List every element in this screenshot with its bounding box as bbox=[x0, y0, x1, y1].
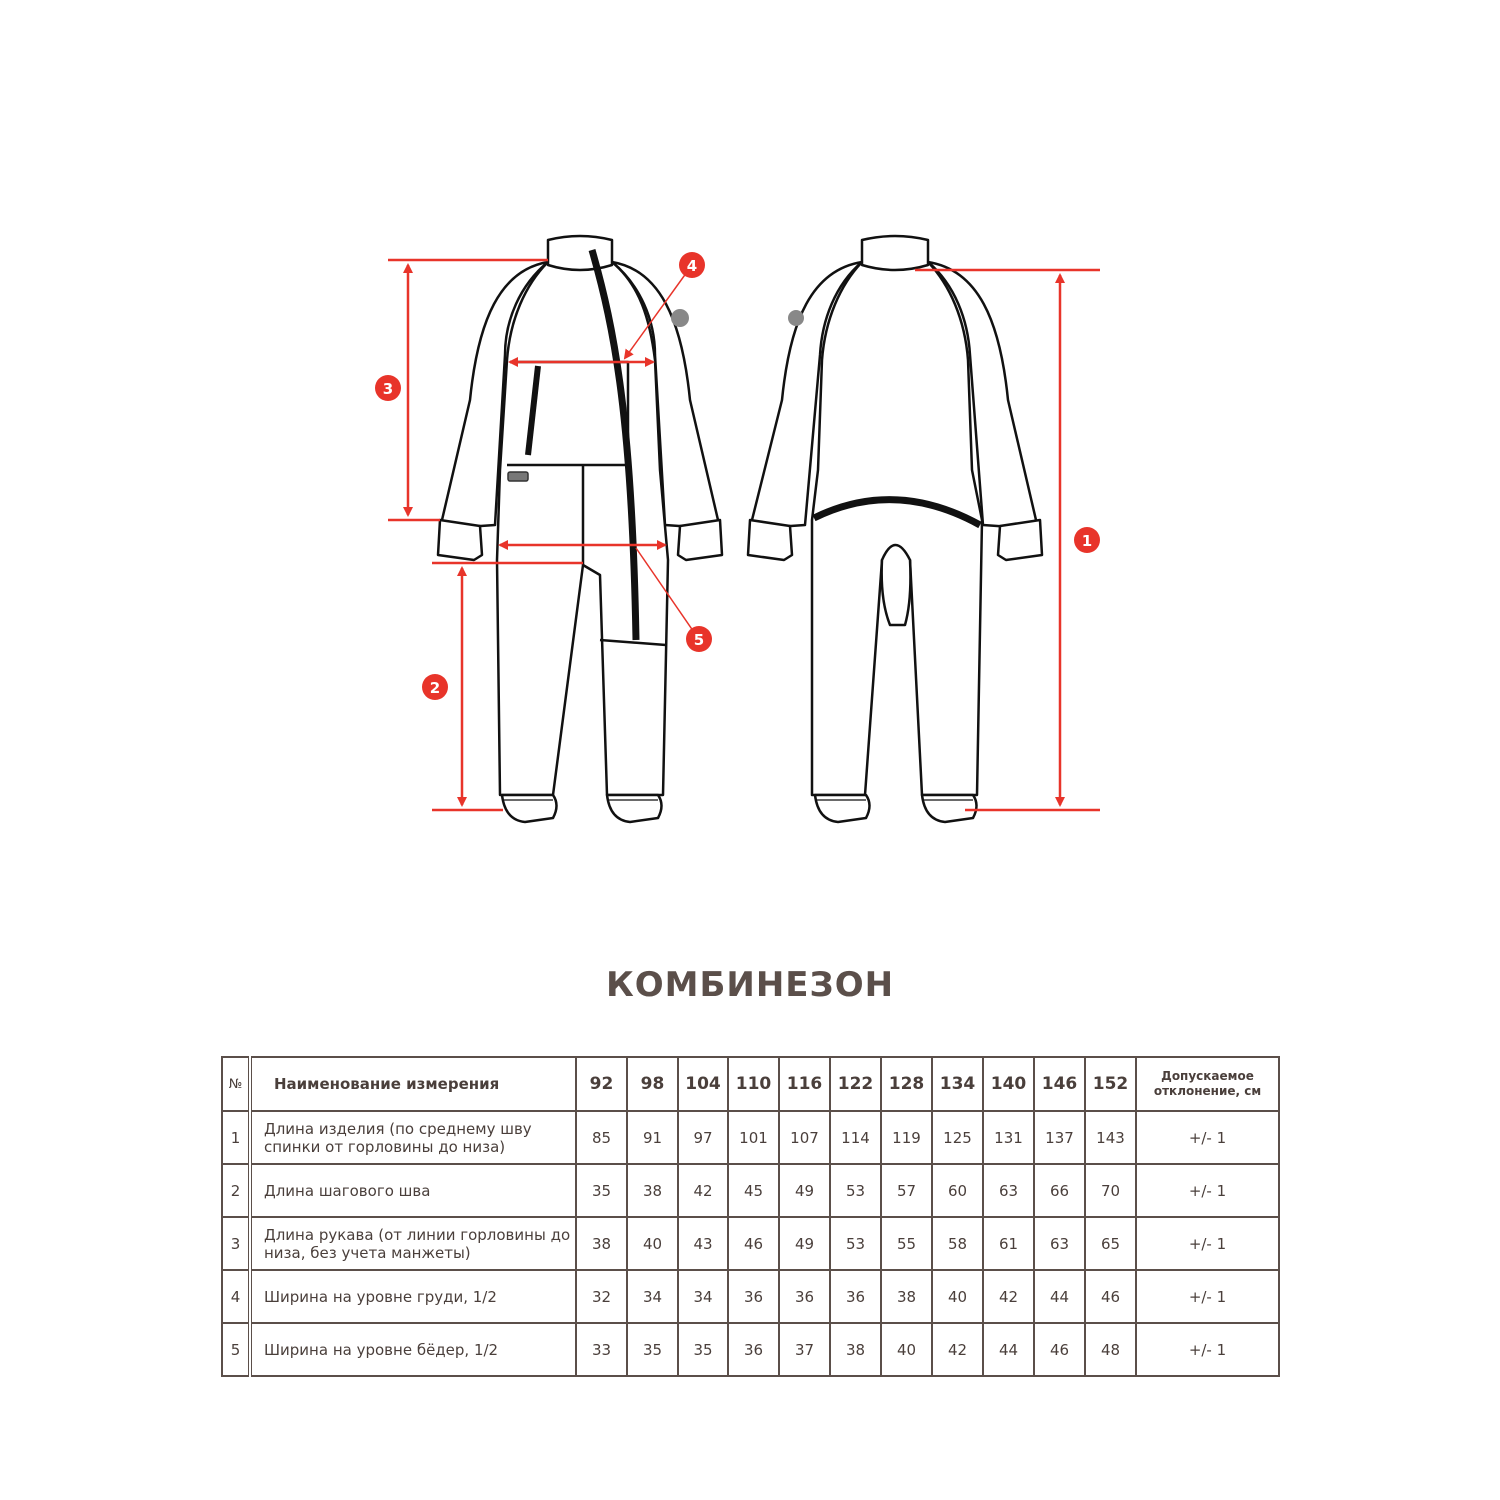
table-row bbox=[222, 1111, 1279, 1164]
row-value: 70 bbox=[1085, 1164, 1136, 1217]
front-left-foot bbox=[502, 795, 557, 822]
header-size: 140 bbox=[983, 1057, 1034, 1111]
row-name-line2: спинки от горловины до низа) bbox=[264, 1137, 506, 1156]
svg-text:2: 2 bbox=[429, 679, 441, 697]
row-value: 40 bbox=[881, 1323, 932, 1376]
back-collar bbox=[862, 236, 928, 270]
row-value: 49 bbox=[779, 1217, 830, 1270]
header-size: 152 bbox=[1085, 1057, 1136, 1111]
row-tolerance: +/- 1 bbox=[1136, 1164, 1279, 1217]
header-name: Наименование измерения bbox=[250, 1057, 576, 1111]
row-value: 32 bbox=[576, 1270, 627, 1323]
svg-text:1: 1 bbox=[1081, 532, 1093, 550]
row-name-line1: Длина изделия (по среднему шву bbox=[264, 1119, 532, 1138]
row-value: 43 bbox=[678, 1217, 728, 1270]
row-value: 119 bbox=[881, 1111, 932, 1164]
row-value: 114 bbox=[830, 1111, 881, 1164]
header-size: 110 bbox=[728, 1057, 779, 1111]
row-tolerance: +/- 1 bbox=[1136, 1111, 1279, 1164]
back-right-foot bbox=[922, 795, 977, 822]
row-num: 3 bbox=[222, 1217, 250, 1270]
row-value: 46 bbox=[1085, 1270, 1136, 1323]
row-value: 49 bbox=[779, 1164, 830, 1217]
row-name bbox=[250, 1270, 576, 1323]
row-value: 44 bbox=[983, 1323, 1034, 1376]
row-value: 37 bbox=[779, 1323, 830, 1376]
marker-2 bbox=[422, 674, 448, 700]
header-size: 116 bbox=[779, 1057, 830, 1111]
page-title: КОМБИНЕЗОН bbox=[605, 965, 895, 1005]
svg-text:5: 5 bbox=[693, 631, 705, 649]
row-value: 35 bbox=[576, 1164, 627, 1217]
row-value: 38 bbox=[830, 1323, 881, 1376]
row-value: 35 bbox=[678, 1323, 728, 1376]
row-value: 44 bbox=[1034, 1270, 1085, 1323]
header-size: 98 bbox=[627, 1057, 678, 1111]
row-value: 61 bbox=[983, 1217, 1034, 1270]
front-right-foot bbox=[607, 795, 662, 822]
row-value: 58 bbox=[932, 1217, 983, 1270]
row-value: 131 bbox=[983, 1111, 1034, 1164]
header-size: 122 bbox=[830, 1057, 881, 1111]
header-tolerance-line1: Допускаемое bbox=[1161, 1069, 1254, 1083]
row-value: 101 bbox=[728, 1111, 779, 1164]
back-left-cuff bbox=[748, 520, 792, 560]
row-value: 60 bbox=[932, 1164, 983, 1217]
front-sleeve-badge bbox=[671, 309, 689, 327]
front-left-cuff bbox=[438, 520, 482, 560]
row-value: 40 bbox=[627, 1217, 678, 1270]
row-value: 34 bbox=[627, 1270, 678, 1323]
row-value: 63 bbox=[983, 1164, 1034, 1217]
row-value: 63 bbox=[1034, 1217, 1085, 1270]
row-value: 36 bbox=[830, 1270, 881, 1323]
row-name bbox=[250, 1217, 576, 1270]
svg-text:4: 4 bbox=[686, 257, 698, 275]
marker-4 bbox=[679, 252, 705, 278]
row-name-line1: Длина шагового шва bbox=[264, 1181, 431, 1200]
row-value: 91 bbox=[627, 1111, 678, 1164]
row-value: 42 bbox=[678, 1164, 728, 1217]
row-value: 65 bbox=[1085, 1217, 1136, 1270]
marker-5 bbox=[686, 626, 712, 652]
table-row bbox=[222, 1323, 1279, 1376]
header-tolerance bbox=[1136, 1057, 1279, 1111]
row-value: 38 bbox=[576, 1217, 627, 1270]
row-name-line2: низа, без учета манжеты) bbox=[264, 1243, 471, 1262]
row-value: 38 bbox=[881, 1270, 932, 1323]
row-value: 46 bbox=[1034, 1323, 1085, 1376]
back-sleeve-badge bbox=[788, 310, 804, 326]
row-num: 2 bbox=[222, 1164, 250, 1217]
row-value: 36 bbox=[728, 1270, 779, 1323]
row-name-line1: Ширина на уровне груди, 1/2 bbox=[264, 1287, 497, 1306]
row-value: 34 bbox=[678, 1270, 728, 1323]
row-value: 66 bbox=[1034, 1164, 1085, 1217]
row-value: 36 bbox=[728, 1323, 779, 1376]
table-row bbox=[222, 1164, 1279, 1217]
row-tolerance: +/- 1 bbox=[1136, 1270, 1279, 1323]
header-tolerance-line2: отклонение, см bbox=[1153, 1084, 1262, 1098]
row-value: 125 bbox=[932, 1111, 983, 1164]
row-value: 48 bbox=[1085, 1323, 1136, 1376]
row-value: 42 bbox=[983, 1270, 1034, 1323]
row-value: 40 bbox=[932, 1270, 983, 1323]
row-value: 85 bbox=[576, 1111, 627, 1164]
front-patch bbox=[508, 472, 528, 481]
header-size: 104 bbox=[678, 1057, 728, 1111]
header-size: 134 bbox=[932, 1057, 983, 1111]
table-header-row bbox=[222, 1057, 1279, 1111]
size-table bbox=[221, 1056, 1280, 1377]
row-value: 137 bbox=[1034, 1111, 1085, 1164]
row-name-line1: Ширина на уровне бёдер, 1/2 bbox=[264, 1340, 499, 1359]
row-num: 4 bbox=[222, 1270, 250, 1323]
row-name bbox=[250, 1111, 576, 1164]
table-row bbox=[222, 1270, 1279, 1323]
row-name-line1: Длина рукава (от линии горловины до bbox=[264, 1225, 571, 1244]
row-value: 57 bbox=[881, 1164, 932, 1217]
row-value: 42 bbox=[932, 1323, 983, 1376]
header-num: № bbox=[222, 1057, 250, 1111]
row-name bbox=[250, 1164, 576, 1217]
row-value: 107 bbox=[779, 1111, 830, 1164]
row-tolerance: +/- 1 bbox=[1136, 1323, 1279, 1376]
row-value: 45 bbox=[728, 1164, 779, 1217]
marker-3 bbox=[375, 375, 401, 401]
back-crotch-gusset bbox=[882, 545, 911, 625]
back-left-foot bbox=[815, 795, 870, 822]
table-row bbox=[222, 1217, 1279, 1270]
row-tolerance: +/- 1 bbox=[1136, 1217, 1279, 1270]
row-num: 5 bbox=[222, 1323, 250, 1376]
row-value: 53 bbox=[830, 1164, 881, 1217]
svg-text:3: 3 bbox=[382, 380, 394, 398]
marker-1 bbox=[1074, 527, 1100, 553]
row-name bbox=[250, 1323, 576, 1376]
row-num: 1 bbox=[222, 1111, 250, 1164]
row-value: 53 bbox=[830, 1217, 881, 1270]
row-value: 38 bbox=[627, 1164, 678, 1217]
header-size: 92 bbox=[576, 1057, 627, 1111]
row-value: 33 bbox=[576, 1323, 627, 1376]
header-size: 128 bbox=[881, 1057, 932, 1111]
back-body bbox=[812, 262, 982, 795]
header-size: 146 bbox=[1034, 1057, 1085, 1111]
front-collar bbox=[548, 236, 612, 270]
row-value: 55 bbox=[881, 1217, 932, 1270]
front-right-cuff bbox=[678, 520, 722, 560]
row-value: 143 bbox=[1085, 1111, 1136, 1164]
row-value: 36 bbox=[779, 1270, 830, 1323]
back-right-cuff bbox=[998, 520, 1042, 560]
row-value: 97 bbox=[678, 1111, 728, 1164]
row-value: 46 bbox=[728, 1217, 779, 1270]
row-value: 35 bbox=[627, 1323, 678, 1376]
